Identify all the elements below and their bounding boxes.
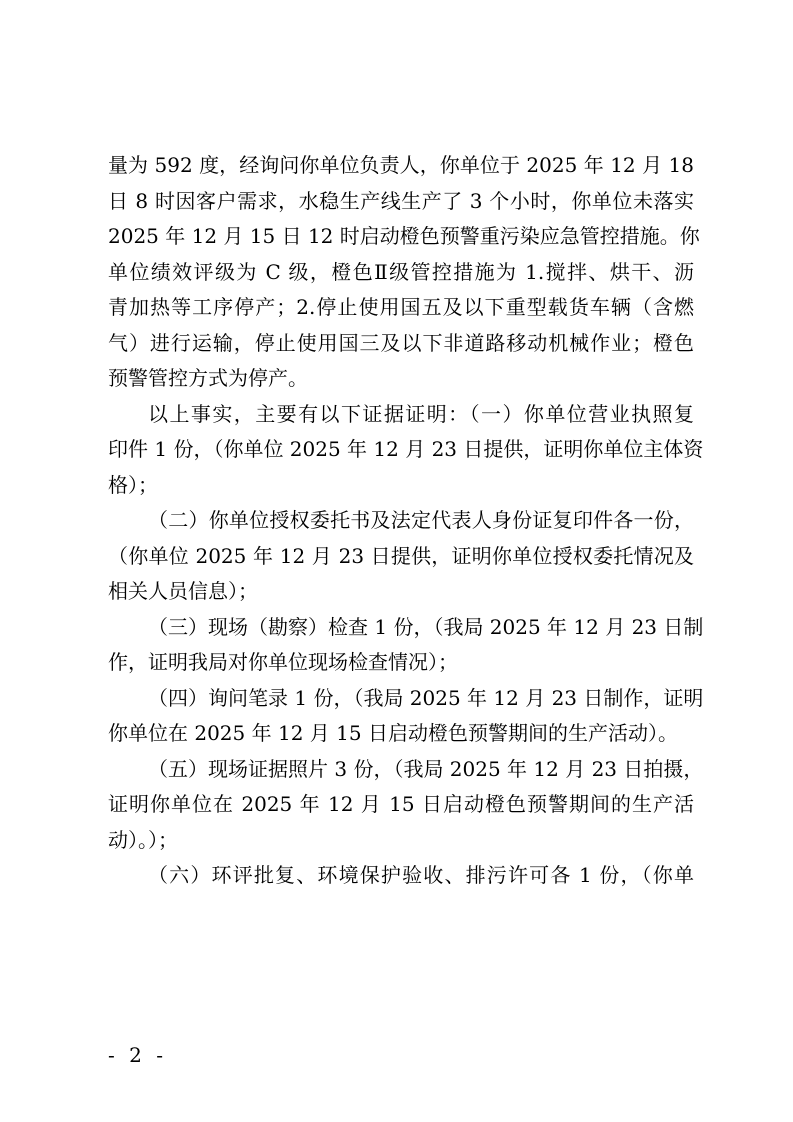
text-line: 量为 592 度，经询问你单位负责人，你单位于 2025 年 12 月 18 (108, 153, 694, 177)
page-number: - 2 - (108, 1043, 167, 1067)
document-body (108, 148, 704, 894)
text-line: （五）现场证据照片 3 份，（我局 2025 年 12 月 23 日拍摄， (148, 756, 704, 781)
text-line: 日 8 时因客户需求，水稳生产线生产了 3 个小时，你单位未落实 (108, 188, 694, 213)
text-line: 证明你单位在 2025 年 12 月 15 日启动橙色预警期间的生产活 (108, 792, 694, 816)
text-line: 预警管控方式为停产。 (108, 366, 308, 390)
text-line: 单位绩效评级为 C 级，橙色Ⅱ级管控措施为 1.搅拌、烘干、沥 (108, 259, 694, 284)
text-line: 以上事实，主要有以下证据证明：（一）你单位营业执照复 (148, 401, 694, 426)
text-line: 气）进行运输，停止使用国三及以下非道路移动机械作业；橙色 (108, 330, 694, 355)
text-line: 青加热等工序停产；2.停止使用国五及以下重型载货车辆（含燃 (108, 295, 694, 319)
text-line: 印件 1 份，（你单位 2025 年 12 月 23 日提供，证明你单位主体资 (108, 437, 704, 461)
text-line: 相关人员信息）； (108, 579, 258, 603)
text-line: 你单位在 2025 年 12 月 15 日启动橙色预警期间的生产活动）。 (108, 721, 678, 745)
text-line: 动）。）； (108, 827, 178, 852)
text-line: （六）环评批复、环境保护验收、排污许可各 1 份，（你单 (148, 863, 694, 887)
text-line: 作，证明我局对你单位现场检查情况）； (108, 650, 458, 674)
text-line: 格）； (108, 472, 158, 497)
text-line: 2025 年 12 月 15 日 12 时启动橙色预警重污染应急管控措施。你 (108, 224, 700, 248)
text-line: （四）询问笔录 1 份，（我局 2025 年 12 月 23 日制作，证明 (148, 685, 704, 710)
text-line: （二）你单位授权委托书及法定代表人身份证复印件各一份， (148, 508, 694, 532)
text-line: （三）现场（勘察）检查 1 份，（我局 2025 年 12 月 23 日制 (148, 614, 704, 639)
text-line: （你单位 2025 年 12 月 23 日提供，证明你单位授权委托情况及 (108, 543, 694, 568)
